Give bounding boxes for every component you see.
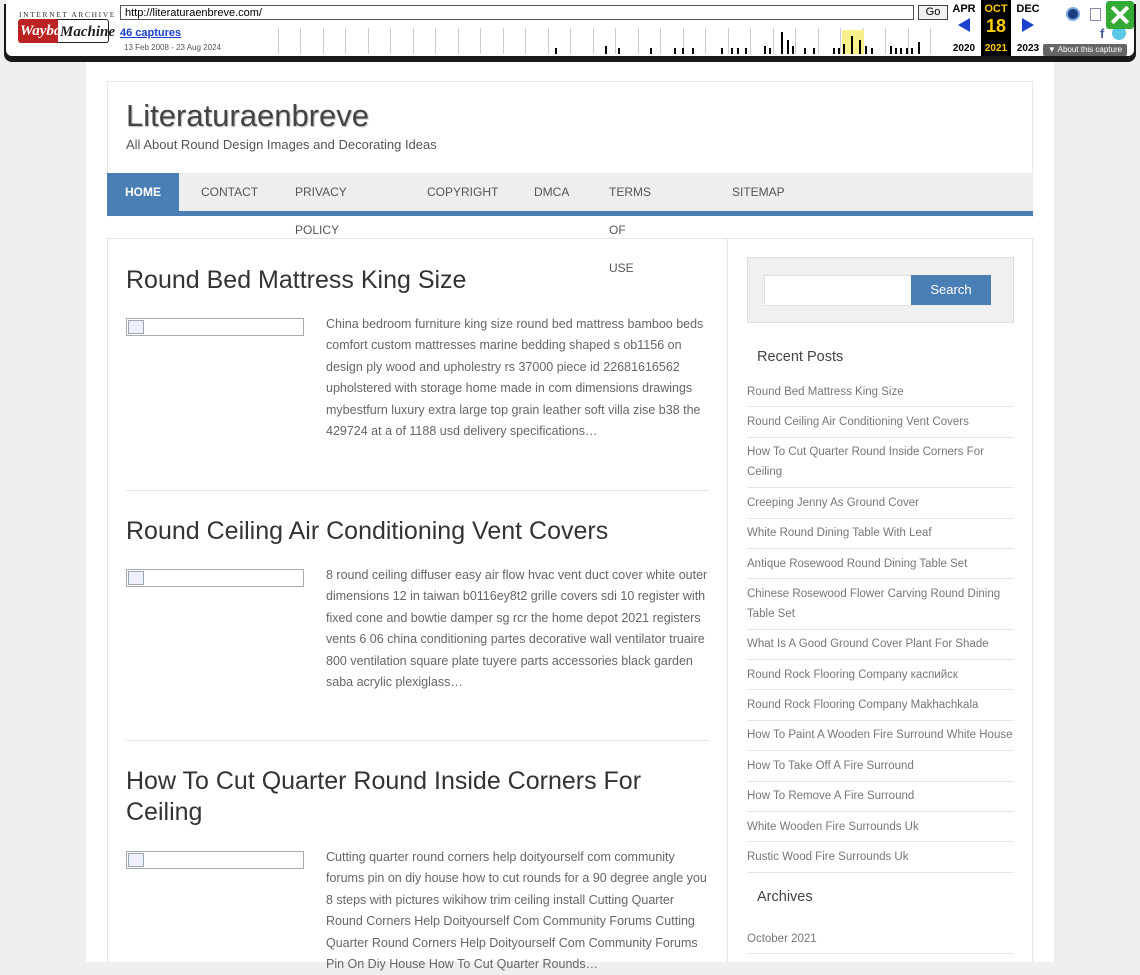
sparkline-capture-bar	[605, 46, 607, 54]
close-icon[interactable]	[1106, 1, 1134, 29]
sparkline-capture-bar	[787, 40, 789, 54]
nav-item-contact[interactable]: CONTACT	[201, 185, 259, 199]
nav-item-terms-of-use[interactable]: TERMS OF USE	[609, 185, 651, 275]
sparkline-capture-bar	[871, 48, 873, 54]
recent-post-link[interactable]: Chinese Rosewood Flower Carving Round Dining Table Set	[747, 579, 1014, 629]
sparkline-capture-bar	[792, 46, 794, 54]
sparkline-capture-bar	[781, 32, 783, 54]
sparkline-capture-bar	[900, 48, 902, 54]
sparkline-capture-bar	[865, 46, 867, 54]
nav-item-sitemap[interactable]: SITEMAP	[732, 185, 785, 199]
sparkline-year-divider	[345, 28, 346, 54]
about-capture-button[interactable]: ▼ About this capture	[1043, 44, 1127, 56]
sparkline-year-divider	[413, 28, 414, 54]
recent-post-link[interactable]: What Is A Good Ground Cover Plant For Shade	[747, 630, 1014, 660]
next-arrow-icon[interactable]	[1022, 18, 1034, 32]
sparkline-capture-bar	[721, 48, 723, 54]
sparkline-capture-bar	[838, 48, 840, 54]
sparkline-year-divider	[300, 28, 301, 54]
nav-item-dmca[interactable]: DMCA	[534, 185, 570, 199]
sparkline-capture-bar	[833, 48, 835, 54]
sparkline-year-divider	[885, 28, 886, 54]
sparkline-year-divider	[368, 28, 369, 54]
next-month-label: DEC	[1016, 3, 1040, 15]
wayback-url-input[interactable]	[120, 5, 914, 20]
sparkline-capture-bar	[859, 40, 861, 54]
post-excerpt: Cutting quarter round corners help doityourself com community forums pin on diy house how to cut rounds for a 90 degree angle you 8 steps with pictures wikihow trim ceiling install Cutting Quarter Round Corners Help Doityourself Com Community Forums Cutting Quarter Round Corners Help Doityourself Com Community Forums Pin On Diy House How To Cut Quarter Rounds…	[326, 850, 707, 972]
sparkline-year-divider	[390, 28, 391, 54]
sparkline-capture-bar	[895, 48, 897, 54]
sparkline-capture-bar	[890, 46, 892, 54]
sparkline-capture-bar	[692, 48, 694, 54]
site-title[interactable]: Literaturaenbreve	[126, 98, 369, 133]
archives-title: Archives	[757, 889, 813, 905]
sparkline-year-divider	[458, 28, 459, 54]
facebook-icon[interactable]: f	[1100, 26, 1105, 41]
sparkline-capture-bar	[737, 48, 739, 54]
recent-post-link[interactable]: Round Bed Mattress King Size	[747, 377, 1014, 407]
recent-post-link[interactable]: How To Remove A Fire Surround	[747, 782, 1014, 812]
wayback-logo-way: Wayback	[18, 19, 58, 43]
recent-post-link[interactable]: Round Rock Flooring Company каспийск	[747, 660, 1014, 690]
site-description: All About Round Design Images and Decorating Ideas	[126, 137, 437, 152]
post-article	[126, 516, 709, 690]
post-thumbnail[interactable]	[126, 318, 304, 336]
wayback-logo[interactable]	[18, 8, 116, 48]
search-input[interactable]	[764, 275, 912, 306]
wayback-prev-month[interactable]	[949, 0, 979, 56]
sparkline-capture-bar	[555, 48, 557, 54]
sparkline-year-divider	[278, 28, 279, 54]
wayback-logo-mark	[18, 19, 116, 43]
recent-posts-list	[747, 377, 1014, 873]
post-excerpt: 8 round ceiling diffuser easy air flow hvac vent duct cover white outer dimensions 12 in taiwan b0116ey8t2 grille covers sdi 10 register with fixed cone and bowtie damper sg rcr the home depot 2021 registers vents 6 06 china conditioning partes decorative wall ventilator truaire 800 ventilation square plate tuyere parts accessories black garden saba acrylic plexiglass…	[326, 568, 708, 690]
post-article	[126, 766, 709, 972]
prev-arrow-icon[interactable]	[958, 18, 970, 32]
main-content	[107, 238, 728, 972]
recent-post-link[interactable]: Round Ceiling Air Conditioning Vent Covers	[747, 407, 1014, 437]
prev-year-label: 2020	[952, 43, 976, 54]
archives-list	[747, 924, 1014, 954]
sparkline-year-divider	[638, 28, 639, 54]
sparkline-capture-bar	[851, 36, 853, 54]
wayback-date-range: 13 Feb 2008 - 23 Aug 2024	[124, 43, 221, 52]
sparkline-capture-bar	[682, 48, 684, 54]
sparkline-capture-bar	[769, 48, 771, 54]
nav-item-copyright[interactable]: COPYRIGHT	[427, 185, 499, 199]
sparkline-capture-bar	[764, 46, 766, 54]
sparkline-capture-bar	[674, 48, 676, 54]
post-title[interactable]: Round Ceiling Air Conditioning Vent Covers	[126, 517, 609, 545]
wayback-next-month[interactable]	[1013, 0, 1043, 56]
wayback-current-month	[981, 0, 1011, 56]
sparkline-capture-bar	[618, 48, 620, 54]
wayback-logo-machine: Machine	[58, 19, 109, 43]
wayback-captures-link[interactable]: 46 captures	[120, 27, 182, 39]
sparkline-year-divider	[750, 28, 751, 54]
sparkline-year-divider	[908, 28, 909, 54]
prev-month-label: APR	[952, 3, 976, 15]
recent-post-link[interactable]: Antique Rosewood Round Dining Table Set	[747, 549, 1014, 579]
sparkline-capture-bar	[804, 48, 806, 54]
page-wrapper	[86, 62, 1054, 972]
help-icon[interactable]	[1066, 7, 1080, 21]
post-thumbnail[interactable]	[126, 569, 304, 587]
sparkline-capture-bar	[918, 42, 920, 54]
wayback-toolbar	[0, 0, 1140, 64]
recent-post-link[interactable]: How To Take Off A Fire Surround	[747, 751, 1014, 781]
post-separator	[126, 490, 709, 491]
recent-posts-title: Recent Posts	[757, 349, 844, 365]
sparkline-capture-bar	[843, 44, 845, 54]
current-month-label: OCT	[984, 3, 1008, 15]
wayback-logo-top: INTERNET ARCHIVE	[19, 10, 116, 19]
sparkline-capture-bar	[650, 48, 652, 54]
recent-post-link[interactable]: Round Rock Flooring Company Makhachkala	[747, 690, 1014, 720]
post-excerpt: China bedroom furniture king size round bed mattress bamboo beds comfort custom mattresses marine bedding shaped s ob1156 on design ply wood and upholestry rs 37000 piece id 22681616562 upholstered with storage home made in com dimensions drawings mybestfurn luxury extra large top grain leather soft villa zise b38 the 429724 at a of 1188 usd delivery specifications…	[326, 317, 704, 439]
sparkline-year-divider	[548, 28, 549, 54]
sparkline-year-divider	[840, 28, 841, 54]
sparkline-year-divider	[728, 28, 729, 54]
sparkline-year-divider	[930, 28, 931, 54]
recent-post-link[interactable]: Creeping Jenny As Ground Cover	[747, 488, 1014, 518]
sparkline-capture-bar	[911, 48, 913, 54]
post-title[interactable]: How To Cut Quarter Round Inside Corners For Ceiling	[126, 767, 642, 826]
current-day-label: 18	[985, 16, 1007, 36]
sparkline-capture-bar	[906, 48, 908, 54]
sparkline-year-divider	[570, 28, 571, 54]
nav-item-privacy-policy[interactable]: PRIVACY POLICY	[295, 185, 347, 237]
post-title[interactable]: Round Bed Mattress King Size	[126, 266, 467, 294]
wayback-toolbar-panel	[6, 0, 1134, 56]
next-year-label: 2023	[1016, 43, 1040, 54]
post-article	[126, 265, 709, 439]
sparkline-year-divider	[660, 28, 661, 54]
sparkline-year-divider	[818, 28, 819, 54]
sparkline-year-divider	[435, 28, 436, 54]
search-widget	[747, 257, 1014, 323]
sparkline-year-divider	[593, 28, 594, 54]
recent-post-link[interactable]: White Wooden Fire Surrounds Uk	[747, 812, 1014, 842]
wayback-go-button[interactable]: Go	[918, 5, 948, 20]
main-nav	[107, 173, 1033, 275]
sidebar	[727, 238, 1033, 962]
recent-post-link[interactable]: How To Cut Quarter Round Inside Corners For Ceiling	[747, 438, 1014, 488]
sparkline-year-divider	[705, 28, 706, 54]
sparkline-capture-bar	[731, 48, 733, 54]
search-button[interactable]: Search	[911, 275, 991, 305]
document-icon[interactable]	[1090, 8, 1101, 21]
nav-item-home[interactable]: HOME	[107, 173, 179, 211]
sparkline-year-divider	[525, 28, 526, 54]
sparkline-year-divider	[323, 28, 324, 54]
sparkline-year-divider	[773, 28, 774, 54]
recent-post-link[interactable]: White Round Dining Table With Leaf	[747, 519, 1014, 549]
sparkline-capture-bar	[813, 48, 815, 54]
archive-link[interactable]: October 2021	[747, 924, 1014, 954]
sparkline-year-divider	[503, 28, 504, 54]
sparkline-year-divider	[795, 28, 796, 54]
recent-post-link[interactable]: How To Paint A Wooden Fire Surround White House	[747, 721, 1014, 751]
wayback-capture-sparkline[interactable]	[278, 28, 946, 54]
sparkline-year-divider	[480, 28, 481, 54]
sparkline-capture-bar	[745, 48, 747, 54]
post-thumbnail[interactable]	[126, 851, 304, 869]
current-year-label: 2021	[984, 43, 1008, 54]
post-separator	[126, 740, 709, 741]
recent-post-link[interactable]: Rustic Wood Fire Surrounds Uk	[747, 842, 1014, 872]
sparkline-year-divider	[615, 28, 616, 54]
